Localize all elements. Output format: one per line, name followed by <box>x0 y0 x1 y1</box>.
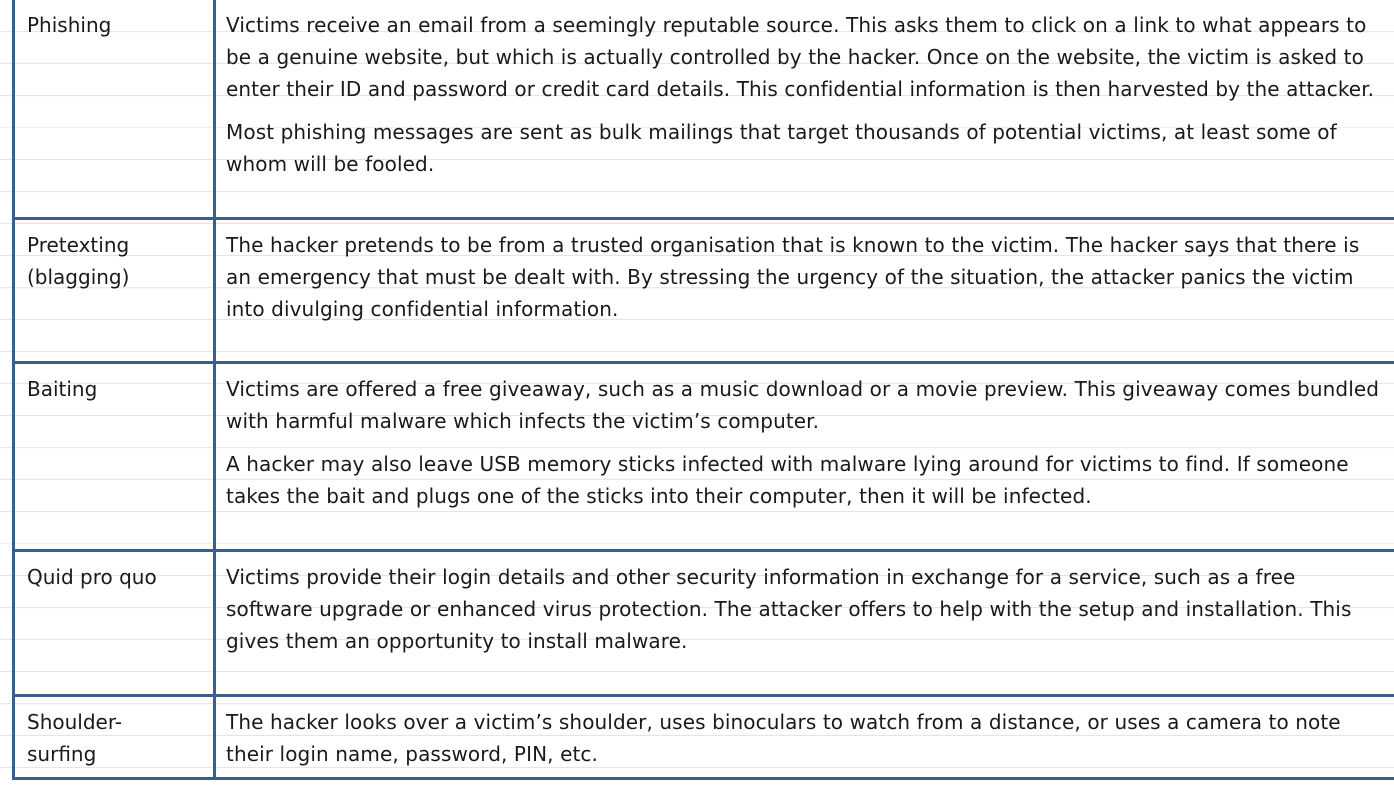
description-cell <box>215 363 1394 551</box>
term-label: Pretexting (blagging) <box>27 233 130 289</box>
description-paragraph: Victims are offered a free giveaway, such as a music download or a movie preview. This giveaway comes bundled with harmful malware which infects the victim’s computer. <box>226 377 1380 433</box>
table-row-pretexting <box>14 219 1394 363</box>
description-cell <box>215 551 1394 696</box>
term-cell <box>14 219 215 363</box>
description-paragraph: Victims receive an email from a seemingly reputable source. This asks them to click on a link to what appears to be a genuine website, but which is actually controlled by the hacker. Once on the website, the victim is asked to enter their ID and password or credit card details. This confidential information is then harvested by the attacker. <box>226 13 1375 101</box>
description-cell <box>215 219 1394 363</box>
table-row-shoulder-surfing <box>14 696 1394 779</box>
description-cell <box>215 0 1394 219</box>
table-row-phishing <box>14 0 1394 219</box>
description-paragraph: Most phishing messages are sent as bulk mailings that target thousands of potential victims, at least some of whom will be fooled. <box>226 120 1337 176</box>
description-paragraph: Victims provide their login details and other security information in exchange for a service, such as a free software upgrade or enhanced virus protection. The attacker offers to help with the setup and installation. This gives them an opportunity to install malware. <box>226 565 1352 653</box>
description-paragraph: The hacker looks over a victim’s shoulder, uses binoculars to watch from a distance, or uses a camera to note their login name, password, PIN, etc. <box>226 710 1341 766</box>
attack-types-table <box>12 0 1394 780</box>
description-paragraph: The hacker pretends to be from a trusted organisation that is known to the victim. The hacker says that there is an emergency that must be dealt with. By stressing the urgency of the situation, the attacker panics the victim into divulging confidential information. <box>226 233 1360 321</box>
description-paragraph: A hacker may also leave USB memory sticks infected with malware lying around for victims to find. If someone takes the bait and plugs one of the sticks into their computer, then it will be infected. <box>226 452 1349 508</box>
table-row-quid-pro-quo <box>14 551 1394 696</box>
description-cell <box>215 696 1394 779</box>
term-label: Quid pro quo <box>27 565 157 589</box>
attack-types-sheet <box>12 0 1394 786</box>
term-label: Baiting <box>27 377 98 401</box>
term-cell <box>14 696 215 779</box>
term-cell <box>14 0 215 219</box>
term-label: Shoulder- surfing <box>27 710 122 766</box>
term-cell <box>14 551 215 696</box>
term-cell <box>14 363 215 551</box>
term-label: Phishing <box>27 13 112 37</box>
table-row-baiting <box>14 363 1394 551</box>
